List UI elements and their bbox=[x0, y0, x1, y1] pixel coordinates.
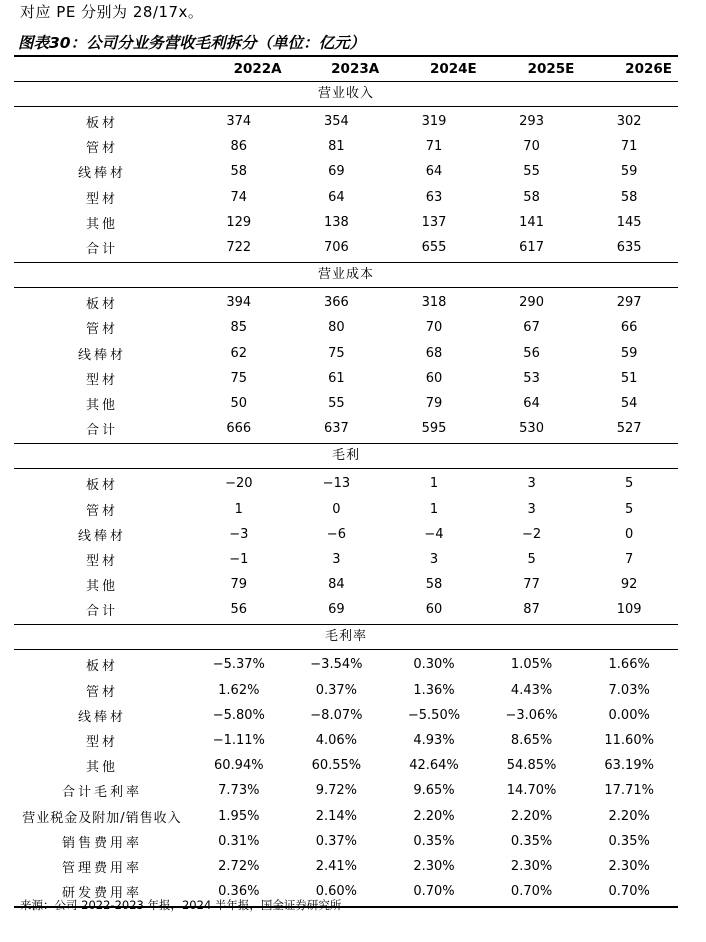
value-cell: 55 bbox=[328, 395, 345, 411]
value-cell: 56 bbox=[523, 345, 540, 361]
value-cell: 1 bbox=[234, 501, 243, 517]
table-row bbox=[14, 109, 678, 134]
table-row bbox=[14, 290, 678, 315]
value-cell: 51 bbox=[620, 370, 638, 386]
header-year: 2022A bbox=[233, 61, 282, 77]
value-cell: −5.50% bbox=[407, 707, 461, 723]
row-label: 合计 bbox=[85, 423, 118, 439]
value-cell: 2.30% bbox=[608, 858, 650, 874]
value-cell: 60 bbox=[425, 370, 443, 386]
table-row bbox=[14, 678, 678, 703]
value-cell: 2.20% bbox=[413, 808, 455, 824]
table-row bbox=[14, 366, 678, 391]
value-cell: 374 bbox=[226, 114, 252, 130]
value-cell: 54.85% bbox=[506, 758, 557, 774]
value-cell: 4.06% bbox=[315, 733, 358, 749]
table-row bbox=[14, 728, 678, 753]
row-label: 合计 bbox=[85, 242, 118, 258]
row-label: 其他 bbox=[85, 216, 118, 232]
value-cell: −1.11% bbox=[212, 733, 265, 749]
value-cell: 58 bbox=[425, 577, 443, 593]
value-cell: 75 bbox=[328, 345, 345, 361]
value-cell: 8.65% bbox=[510, 733, 553, 749]
row-label: 板材 bbox=[85, 659, 118, 675]
value-cell: 58 bbox=[523, 189, 540, 205]
table-row bbox=[14, 391, 678, 416]
value-cell: −5.37% bbox=[212, 657, 265, 673]
table-row bbox=[14, 210, 678, 235]
value-cell: 1 bbox=[429, 476, 439, 492]
value-cell: 60 bbox=[425, 602, 443, 618]
value-cell: 319 bbox=[421, 114, 447, 130]
row-label: 线棒材 bbox=[77, 347, 126, 363]
value-cell: 302 bbox=[616, 114, 642, 130]
value-cell: 70 bbox=[523, 139, 540, 155]
value-cell: 0.31% bbox=[218, 833, 260, 849]
header-year: 2023A bbox=[331, 61, 380, 77]
value-cell: −3 bbox=[229, 526, 249, 542]
value-cell: 14.70% bbox=[506, 783, 557, 799]
value-cell: 394 bbox=[226, 295, 252, 311]
value-cell: 0 bbox=[332, 501, 341, 517]
value-cell: 67 bbox=[523, 320, 540, 336]
value-cell: 80 bbox=[328, 320, 345, 336]
value-cell: 85 bbox=[230, 320, 248, 336]
lead-text: 对应 PE 分别为 28/17x。 bbox=[20, 3, 204, 21]
value-cell: 2.20% bbox=[510, 808, 553, 824]
row-label: 型材 bbox=[85, 553, 118, 569]
value-cell: 54 bbox=[620, 395, 638, 411]
source-note: 来源：公司 2022-2023 年报，2024 半年报，国金证券研究所 bbox=[20, 898, 342, 912]
value-cell: 61 bbox=[328, 370, 345, 386]
value-cell: 5 bbox=[625, 476, 634, 492]
section-title: 毛利 bbox=[331, 448, 360, 464]
value-cell: 3 bbox=[332, 551, 341, 567]
value-cell: 297 bbox=[616, 295, 642, 311]
revenue-margin-table bbox=[14, 55, 678, 908]
table-row bbox=[14, 134, 678, 159]
value-cell: 64 bbox=[523, 395, 540, 411]
row-label: 研发费用率 bbox=[61, 886, 142, 902]
value-cell: −5.80% bbox=[212, 707, 265, 723]
value-cell: 3 bbox=[527, 501, 536, 517]
row-label: 其他 bbox=[85, 760, 118, 776]
value-cell: 655 bbox=[421, 240, 447, 256]
table-row bbox=[14, 854, 678, 879]
table-row bbox=[14, 235, 678, 260]
value-cell: 7.73% bbox=[218, 783, 260, 799]
value-cell: 0.37% bbox=[315, 833, 358, 849]
value-cell: 17.71% bbox=[604, 783, 654, 799]
value-cell: 595 bbox=[421, 421, 447, 437]
row-label: 管材 bbox=[85, 503, 118, 519]
section-title: 营业成本 bbox=[317, 267, 374, 283]
value-cell: 0 bbox=[625, 526, 634, 542]
value-cell: 79 bbox=[230, 577, 248, 593]
value-cell: 66 bbox=[620, 320, 638, 336]
value-cell: 0.35% bbox=[608, 833, 650, 849]
table-row bbox=[14, 829, 678, 854]
value-cell: 3 bbox=[429, 551, 439, 567]
table-row bbox=[14, 572, 678, 597]
value-cell: 79 bbox=[425, 395, 443, 411]
row-label: 其他 bbox=[85, 579, 118, 595]
value-cell: 1.36% bbox=[413, 682, 455, 698]
table-row bbox=[14, 315, 678, 340]
value-cell: 0.70% bbox=[413, 884, 455, 900]
value-cell: 1.62% bbox=[218, 682, 260, 698]
value-cell: 7.03% bbox=[608, 682, 650, 698]
value-cell: −8.07% bbox=[310, 707, 363, 723]
table-row bbox=[14, 778, 678, 803]
row-label: 型材 bbox=[85, 372, 118, 388]
value-cell: 129 bbox=[226, 214, 252, 230]
table-row bbox=[14, 341, 678, 366]
value-cell: 0.00% bbox=[608, 707, 650, 723]
table-row bbox=[14, 652, 678, 677]
value-cell: 722 bbox=[226, 240, 252, 256]
value-cell: −3.06% bbox=[505, 707, 558, 723]
value-cell: −4 bbox=[424, 526, 444, 542]
value-cell: 141 bbox=[519, 214, 544, 230]
value-cell: 137 bbox=[421, 214, 447, 230]
value-cell: 145 bbox=[616, 214, 642, 230]
row-label: 线棒材 bbox=[77, 709, 126, 725]
row-label: 管理费用率 bbox=[61, 860, 142, 876]
table-row bbox=[14, 597, 678, 622]
value-cell: 58 bbox=[230, 164, 248, 180]
value-cell: 11.60% bbox=[604, 733, 654, 749]
table-row bbox=[14, 185, 678, 210]
value-cell: 2.30% bbox=[510, 858, 553, 874]
value-cell: 666 bbox=[226, 421, 252, 437]
value-cell: 138 bbox=[323, 214, 349, 230]
value-cell: 59 bbox=[620, 164, 638, 180]
row-label: 合计毛利率 bbox=[61, 785, 142, 801]
value-cell: −1 bbox=[229, 551, 249, 567]
value-cell: 63 bbox=[425, 189, 443, 205]
section-title: 营业收入 bbox=[317, 86, 374, 101]
value-cell: 1 bbox=[429, 501, 439, 517]
value-cell: 109 bbox=[616, 602, 642, 618]
table-row bbox=[14, 159, 678, 184]
value-cell: 635 bbox=[616, 240, 642, 256]
value-cell: 0.60% bbox=[315, 884, 358, 900]
value-cell: 86 bbox=[230, 139, 248, 155]
row-label: 型材 bbox=[85, 735, 118, 751]
value-cell: 42.64% bbox=[409, 758, 459, 774]
header-year: 2026E bbox=[625, 61, 672, 77]
row-label: 线棒材 bbox=[77, 528, 126, 544]
table-body bbox=[14, 81, 678, 908]
value-cell: 77 bbox=[523, 577, 540, 593]
value-cell: 2.72% bbox=[218, 858, 260, 874]
value-cell: −3.54% bbox=[310, 657, 363, 673]
value-cell: 62 bbox=[230, 345, 248, 361]
table-row bbox=[14, 416, 678, 441]
value-cell: 5 bbox=[527, 551, 536, 567]
value-cell: 318 bbox=[421, 295, 447, 311]
value-cell: 9.72% bbox=[315, 783, 358, 799]
value-cell: 2.14% bbox=[315, 808, 358, 824]
value-cell: 55 bbox=[523, 164, 540, 180]
value-cell: 50 bbox=[230, 395, 248, 411]
value-cell: 4.43% bbox=[510, 682, 553, 698]
value-cell: 75 bbox=[230, 370, 248, 386]
value-cell: 68 bbox=[425, 345, 443, 361]
value-cell: 0.35% bbox=[510, 833, 553, 849]
value-cell: 59 bbox=[620, 345, 638, 361]
value-cell: 53 bbox=[523, 370, 540, 386]
value-cell: 290 bbox=[519, 295, 544, 311]
value-cell: 71 bbox=[425, 139, 443, 155]
value-cell: 64 bbox=[425, 164, 443, 180]
value-cell: 70 bbox=[425, 320, 443, 336]
header-row bbox=[14, 57, 678, 81]
value-cell: 293 bbox=[519, 114, 544, 130]
section-title: 毛利率 bbox=[324, 629, 367, 645]
row-label: 板材 bbox=[85, 478, 118, 494]
value-cell: 2.30% bbox=[413, 858, 455, 874]
value-cell: 1.05% bbox=[510, 657, 553, 673]
value-cell: −6 bbox=[326, 526, 346, 542]
value-cell: 69 bbox=[328, 164, 345, 180]
value-cell: 706 bbox=[323, 240, 349, 256]
row-label: 线棒材 bbox=[77, 166, 126, 182]
table-row bbox=[14, 471, 678, 496]
section-rows bbox=[14, 650, 678, 906]
value-cell: 530 bbox=[519, 421, 544, 437]
value-cell: 60.94% bbox=[214, 758, 264, 774]
header-year: 2024E bbox=[429, 61, 477, 77]
value-cell: −2 bbox=[521, 526, 542, 542]
value-cell: 81 bbox=[328, 139, 345, 155]
value-cell: 2.41% bbox=[315, 858, 358, 874]
value-cell: 0.70% bbox=[608, 884, 650, 900]
table-row bbox=[14, 804, 678, 829]
value-cell: 9.65% bbox=[413, 783, 455, 799]
value-cell: 64 bbox=[328, 189, 345, 205]
row-label: 管材 bbox=[85, 322, 118, 338]
value-cell: 69 bbox=[328, 602, 345, 618]
value-cell: 3 bbox=[527, 476, 536, 492]
value-cell: 74 bbox=[230, 189, 248, 205]
value-cell: 0.30% bbox=[413, 657, 455, 673]
value-cell: 354 bbox=[323, 114, 349, 130]
value-cell: 2.20% bbox=[608, 808, 650, 824]
row-label: 板材 bbox=[85, 297, 118, 313]
section-rows bbox=[14, 288, 678, 443]
value-cell: 71 bbox=[620, 139, 638, 155]
value-cell: 1.95% bbox=[218, 808, 260, 824]
value-cell: 84 bbox=[328, 577, 345, 593]
row-label: 其他 bbox=[85, 397, 118, 413]
value-cell: 527 bbox=[616, 421, 642, 437]
value-cell: 0.35% bbox=[413, 833, 455, 849]
table-row bbox=[14, 522, 678, 547]
value-cell: 7 bbox=[625, 551, 634, 567]
table-row bbox=[14, 703, 678, 728]
table-row bbox=[14, 753, 678, 778]
value-cell: −20 bbox=[225, 476, 253, 492]
value-cell: 87 bbox=[523, 602, 540, 618]
row-label: 管材 bbox=[85, 141, 118, 157]
value-cell: 366 bbox=[323, 295, 349, 311]
row-label: 营业税金及附加/销售收入 bbox=[22, 810, 182, 826]
table-row bbox=[14, 547, 678, 572]
figure-title: 图表30：公司分业务营收毛利拆分（单位：亿元） bbox=[18, 34, 366, 52]
value-cell: 637 bbox=[323, 421, 349, 437]
row-label: 合计 bbox=[85, 604, 118, 620]
row-label: 管材 bbox=[85, 684, 118, 700]
value-cell: 5 bbox=[625, 501, 634, 517]
header-year: 2025E bbox=[527, 61, 575, 77]
row-label: 板材 bbox=[85, 116, 118, 132]
value-cell: 4.93% bbox=[413, 733, 455, 749]
value-cell: 56 bbox=[230, 602, 248, 618]
section-rows bbox=[14, 107, 678, 262]
value-cell: −13 bbox=[322, 476, 351, 492]
row-label: 型材 bbox=[85, 191, 118, 207]
value-cell: 617 bbox=[519, 240, 544, 256]
value-cell: 63.19% bbox=[604, 758, 654, 774]
value-cell: 0.37% bbox=[315, 682, 358, 698]
value-cell: 0.70% bbox=[510, 884, 553, 900]
row-label: 销售费用率 bbox=[61, 835, 142, 851]
value-cell: 0.36% bbox=[218, 884, 260, 900]
section-rows bbox=[14, 469, 678, 624]
table-row bbox=[14, 496, 678, 521]
value-cell: 92 bbox=[620, 577, 638, 593]
value-cell: 58 bbox=[620, 189, 638, 205]
value-cell: 60.55% bbox=[311, 758, 362, 774]
value-cell: 1.66% bbox=[608, 657, 650, 673]
